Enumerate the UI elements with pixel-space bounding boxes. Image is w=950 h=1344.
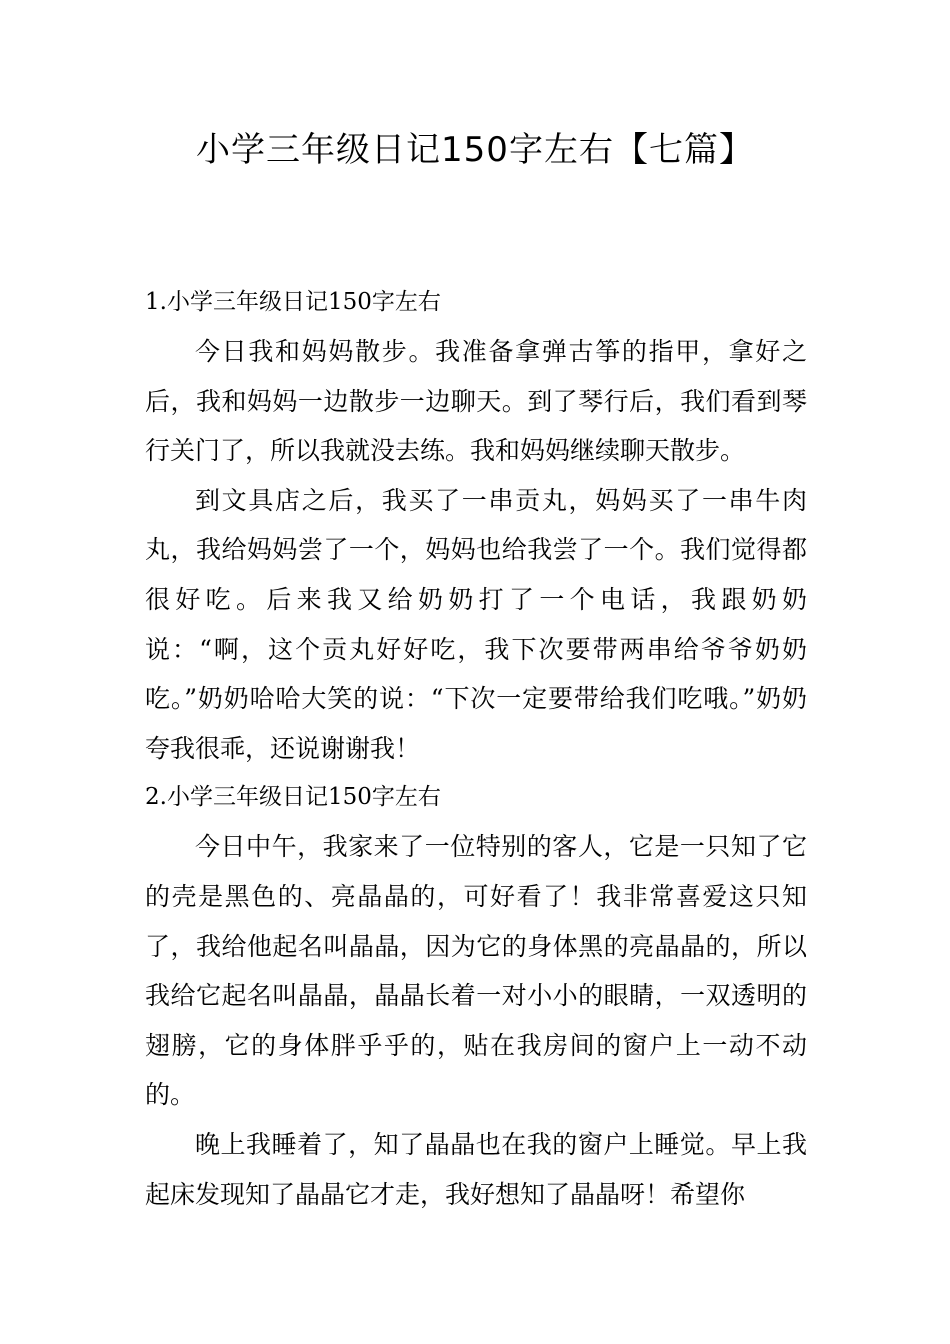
diary-section-1: [145, 278, 807, 773]
diary-section-2: [145, 773, 807, 1219]
paragraph: 晚上我睡着了，知了晶晶也在我的窗户上睡觉。早上我起床发现知了晶晶它才走，我好想知了晶晶呀！希望你: [145, 1129, 807, 1209]
paragraph: 到文具店之后，我买了一串贡丸，妈妈买了一串牛肉丸，我给妈妈尝了一个，妈妈也给我尝了一个。我们觉得都很好吃。后来我又给奶奶打了一个电话，我跟奶奶说：“啊，这个贡丸好好吃，我下次要带两串给爷爷奶奶吃。”奶奶哈哈大笑的说：“下次一定要带给我们吃哦。”奶奶夸我很乖，还说谢谢我！: [145, 485, 807, 763]
paragraph: 今日我和妈妈散步。我准备拿弹古筝的指甲，拿好之后，我和妈妈一边散步一边聊天。到了琴行后，我们看到琴行关门了，所以我就没去练。我和妈妈继续聊天散步。: [145, 337, 807, 466]
paragraph: 今日中午，我家来了一位特别的客人，它是一只知了它的壳是黑色的、亮晶晶的，可好看了！我非常喜爱这只知了，我给他起名叫晶晶，因为它的身体黑的亮晶晶的，所以我给它起名叫晶晶，晶晶长着一对小小的眼睛，一双透明的翅膀，它的身体胖乎乎的，贴在我房间的窗户上一动不动的。: [145, 832, 807, 1110]
document-title: 小学三年级日记150字左右【七篇】: [196, 130, 754, 170]
document-body: [145, 278, 807, 1219]
section-heading: 1.小学三年级日记150字左右: [145, 289, 441, 315]
section-heading: 2.小学三年级日记150字左右: [145, 784, 441, 811]
